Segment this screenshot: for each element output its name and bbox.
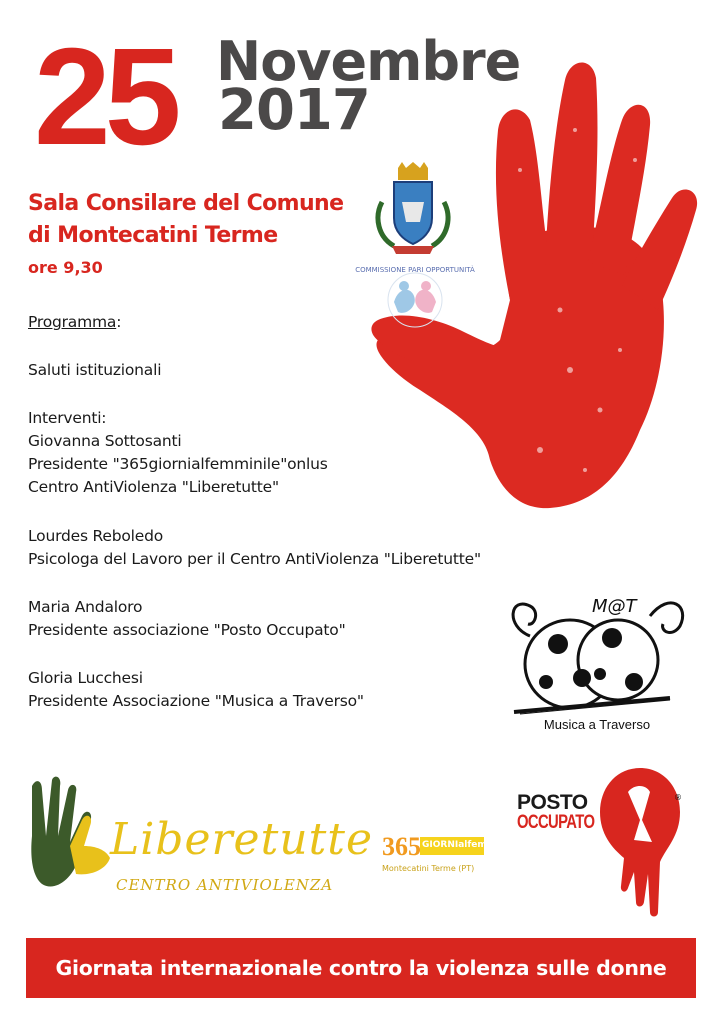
speaker-2-role: Psicologa del Lavoro per il Centro AntiViolenza "Liberetutte" bbox=[28, 550, 481, 568]
speaker-2-name: Lourdes Reboledo bbox=[28, 527, 164, 545]
program-title: Programma bbox=[28, 313, 117, 331]
red-drip-logo-icon bbox=[594, 762, 686, 920]
365-number: 365 bbox=[382, 832, 421, 861]
speaker-3-name: Maria Andaloro bbox=[28, 598, 143, 616]
venue-block bbox=[28, 188, 343, 252]
event-year: 2017 bbox=[218, 78, 370, 143]
venue-line-2: di Montecatini Terme bbox=[28, 223, 278, 248]
speaker-1-role: Presidente "365giornialfemminile"onlus bbox=[28, 455, 328, 473]
interventions-label: Interventi: bbox=[28, 409, 107, 427]
liberetutte-subtitle: CENTRO ANTIVIOLENZA bbox=[116, 876, 334, 894]
speaker-1-role2: Centro AntiViolenza "Liberetutte" bbox=[28, 478, 279, 496]
city-crest-icon bbox=[372, 162, 454, 256]
bottom-banner bbox=[26, 938, 696, 998]
commission-text: COMMISSIONE PARI OPPORTUNITÀ bbox=[355, 266, 475, 274]
event-month: Novembre bbox=[216, 30, 521, 93]
musica-a-traverso-logo-icon bbox=[500, 586, 694, 738]
program-greeting: Saluti istituzionali bbox=[28, 361, 162, 379]
registered-mark: ® bbox=[674, 793, 682, 802]
program-title-suffix: : bbox=[116, 313, 122, 331]
speaker-1-name: Giovanna Sottosanti bbox=[28, 432, 182, 450]
365-word: GIORNIalfemminile bbox=[422, 840, 518, 850]
liberetutte-hand-icon bbox=[26, 776, 112, 896]
365-giorni-logo bbox=[382, 832, 518, 873]
commission-logo-icon bbox=[355, 262, 475, 334]
banner-text: Giornata internazionale contro la violenza sulle donne bbox=[55, 956, 667, 980]
venue-line-1: Sala Consilare del Comune bbox=[28, 191, 344, 216]
mat-caption: Musica a Traverso bbox=[543, 717, 651, 732]
speaker-4-name: Gloria Lucchesi bbox=[28, 669, 143, 687]
liberetutte-name: Liberetutte bbox=[110, 814, 373, 865]
occupato-label: OCCUPATO bbox=[517, 812, 595, 833]
posto-label: POSTO bbox=[517, 791, 588, 814]
event-time: ore 9,30 bbox=[28, 258, 103, 277]
mat-label: M@T bbox=[592, 596, 637, 617]
speaker-3-role: Presidente associazione "Posto Occupato" bbox=[28, 621, 346, 639]
event-day: 25 bbox=[34, 20, 176, 174]
speaker-4-role: Presidente Associazione "Musica a Traverso" bbox=[28, 692, 364, 710]
365-city: Montecatini Terme (PT) bbox=[382, 864, 475, 873]
program-heading bbox=[28, 312, 121, 333]
